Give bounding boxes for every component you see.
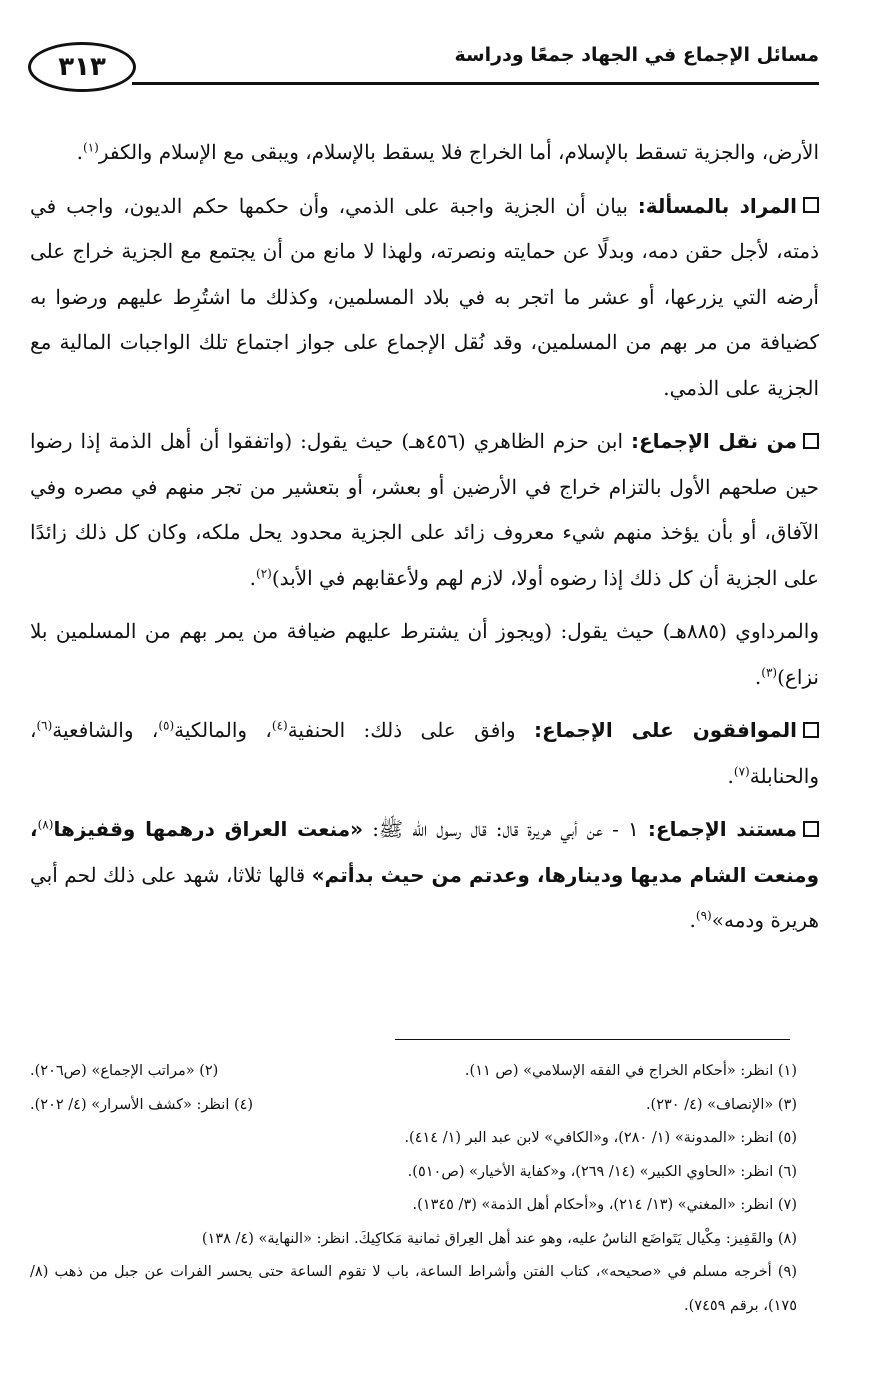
square-bullet-icon [803, 821, 819, 837]
paragraph-text: ، والحنابلة [30, 718, 819, 788]
footnote-8: (٨) والقَفِيز: مِكْيال يَتَواضَع الناسُ عليه، وهو عند أهل العِراق ثمانية مَكاكِيكَ. انظر: «النهاية» (٤/ ١٣٨) [201, 1230, 797, 1247]
footnote-9: (٩) أخرجه مسلم في «صحيحه»، كتاب الفتن وأشراط الساعة، باب لا تقوم الساعة حتى يحسر الفرات عن جبل من ذهب (٨/ ١٧٥)، برقم ٧٤٥٩). [30, 1264, 797, 1314]
paragraph-text: وافق على ذلك: الحنفية [287, 718, 534, 742]
footnote-ref: (١) [83, 140, 99, 155]
footnote-ref: (٧) [733, 763, 750, 778]
footnote-row [30, 1055, 797, 1089]
page-number: ٣١٣ [28, 42, 136, 92]
paragraph-text: والمرداوي (٨٨٥هـ) حيث يقول: (ويجوز أن يشترط عليهم ضيافة من يمر بهم من المسلمين بلا نزاع) [30, 619, 819, 689]
paragraph-meaning [30, 184, 819, 412]
paragraph-text: ، والشافعية [52, 718, 159, 742]
running-title: مسائل الإجماع في الجهاد جمعًا ودراسة [454, 44, 819, 66]
paragraph-end: . [727, 763, 734, 788]
hadith-quote: «منعت العراق درهمها وقفيزها [53, 817, 364, 841]
footnote-1: (١) انظر: «أحكام الخراج في الفقه الإسلامي» (ص ١١). [464, 1063, 797, 1079]
section-lead: مستند الإجماع: [647, 817, 797, 841]
footnote-4: (٤) انظر: «كشف الأسرار» (٤/ ٢٠٢). [30, 1096, 254, 1113]
paragraph-transmitters [30, 419, 819, 601]
footnotes [30, 1055, 797, 1323]
paragraph-text: ابن حزم الظاهري (٤٥٦هـ) حيث يقول: (واتفقوا أن أهل الذمة إذا رضوا حين صلحهم الأول بالتزام خراج في الأرضين أو بعشر، أو بتعشير من تجر منهم في مصره وفي الآفاق، أو بأن يؤخذ منهم شيء معروف زائد على الجزية محدود يحل ملكه، وكان كل ذلك زائدًا على الجزية أن كل ذلك إذا رضوه أولا، لازم لهم ولأعقابهم في الأبد) [30, 429, 819, 590]
paragraph-text: قالها ثلاثا، شهد على ذلك لحم أبي هريرة ودمه» [30, 862, 819, 932]
hadith-quote: ، ومنعت الشام مديها ودينارها، وعدتم من حيث بدأتم» [30, 817, 819, 887]
page-header [28, 38, 819, 100]
square-bullet-icon [803, 433, 819, 449]
footnote-ref: (٤) [271, 718, 288, 733]
paragraph-end: . [249, 565, 257, 590]
section-lead: الموافقون على الإجماع: [533, 718, 797, 742]
footnote-ref: (٨) [37, 817, 54, 832]
footnote-ref: (٣) [761, 664, 778, 679]
footnote-7: (٧) انظر: «المغني» (١٣/ ٢١٤)، و«أحكام أهل الذمة» (٣/ ١٣٤٥). [412, 1197, 797, 1213]
paragraph-continuation [30, 130, 819, 176]
section-lead: من نقل الإجماع: [630, 429, 797, 453]
paragraph-end: . [76, 140, 83, 164]
footnote-separator [395, 1039, 790, 1040]
footnote-6: (٦) انظر: «الحاوي الكبير» (١٤/ ٢٦٩)، و«كفاية الأخيار» (ص٥١٠). [407, 1163, 797, 1180]
paragraph-text: بيان أن الجزية واجبة على الذمي، وأن حكمها حكم الديون، واجب في ذمته، لأجل حقن دمه، وبدلًا عن حمايته ونصرته، ولهذا لا مانع من أن يجتمع مع الجزية خراج على أرضه التي يزرعها، أو عشر ما اتجر به في بلاد المسلمين، وكذلك ما اشتُرِط عليهم ورضوا به كضيافة من مر بهم من المسلمين، وقد نُقل الإجماع على جواز اجتماع تلك الواجبات المالية مع الجزية على الذمي. [30, 193, 819, 400]
paragraph-text: الأرض، والجزية تسقط بالإسلام، أما الخراج فلا يسقط بالإسلام، ويبقى مع الإسلام والكفر [98, 140, 819, 164]
paragraph-end: . [689, 908, 696, 932]
footnote-ref: (٥) [158, 718, 175, 733]
square-bullet-icon [803, 722, 819, 738]
square-bullet-icon [803, 197, 819, 213]
footnote-3: (٣) «الإنصاف» (٤/ ٢٣٠). [645, 1096, 797, 1113]
section-lead: المراد بالمسألة: [637, 193, 798, 218]
footnote-ref: (٩) [695, 908, 712, 923]
paragraph-text: ، والمالكية [174, 718, 272, 742]
footnote-5: (٥) انظر: «المدونة» (١/ ٢٨٠)، و«الكافي» لابن عبد البر (١/ ٤١٤). [404, 1130, 797, 1146]
footnote-ref: (٢) [256, 565, 272, 580]
paragraph-mardawi [30, 609, 819, 700]
footnote-2: (٢) «مراتب الإجماع» (ص٢٠٦). [30, 1063, 219, 1079]
footnote-ref: (٦) [36, 718, 53, 733]
main-text [30, 130, 819, 952]
header-rule [132, 82, 819, 85]
paragraph-text: ١ - عن أبي هريرة قال: قال رسول الله ﷺ: [363, 817, 648, 841]
paragraph-end: . [754, 664, 762, 689]
footnote-row [30, 1089, 797, 1123]
paragraph-basis [30, 807, 819, 944]
paragraph-agreeing [30, 708, 819, 799]
